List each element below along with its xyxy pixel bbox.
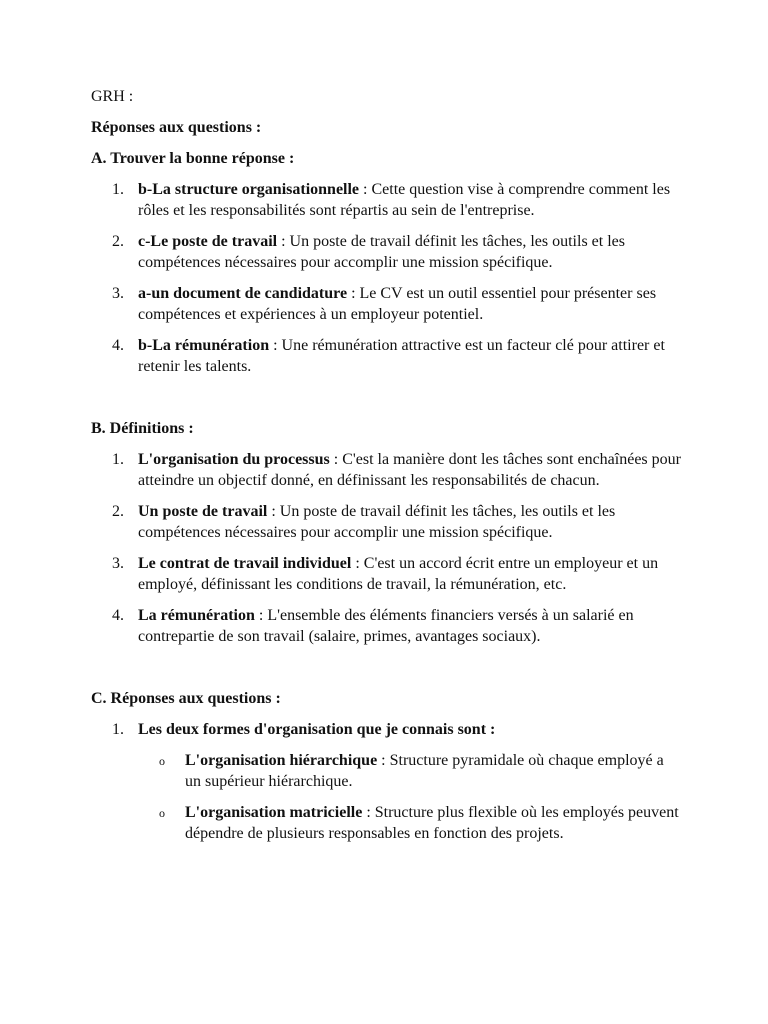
section-c-subitem-1	[138, 750, 681, 792]
section-a-item-4	[91, 335, 681, 377]
item-text: : Une rémunération attractive est un facteur clé pour attirer et retenir les talents.	[138, 337, 665, 375]
subitem-text: : Structure pyramidale où chaque employé a un supérieur hiérarchique.	[185, 752, 664, 790]
section-c-sublist	[138, 750, 681, 844]
section-b-item-3	[91, 553, 681, 595]
subitem-text: : Structure plus flexible où les employés peuvent dépendre de plusieurs responsables en fonction des projets.	[185, 804, 679, 842]
item-text: : Cette question vise à comprendre comment les rôles et les responsabilités sont répartis au sein de l'entreprise.	[138, 181, 671, 219]
document-title: GRH :	[91, 88, 134, 105]
subitem-term: L'organisation hiérarchique	[185, 752, 378, 769]
bullet-circle-icon: o	[159, 806, 165, 820]
item-text: : Le CV est un outil essentiel pour présenter ses compétences et expériences à un employeur potentiel.	[138, 285, 657, 323]
item-term: a-un document de candidature	[138, 285, 348, 302]
section-a-item-1	[91, 179, 681, 221]
item-number: 4.	[112, 337, 124, 354]
bullet-circle-icon: o	[159, 754, 165, 768]
item-text: : Un poste de travail définit les tâches, les outils et les compétences nécessaires pour accomplir une mission spécifique.	[138, 503, 616, 541]
section-b-item-4	[91, 605, 681, 647]
section-a-item-2	[91, 231, 681, 273]
item-number: 3.	[112, 285, 124, 302]
item-number: 1.	[112, 721, 124, 738]
item-term: Les deux formes d'organisation que je connais sont :	[138, 721, 496, 738]
item-text: : C'est un accord écrit entre un employeur et un employé, définissant les conditions de travail, la rémunération, etc.	[138, 555, 659, 593]
item-number: 4.	[112, 607, 124, 624]
section-c-list	[91, 719, 681, 844]
subitem-term: L'organisation matricielle	[185, 804, 363, 821]
item-number: 2.	[112, 233, 124, 250]
section-b-item-2	[91, 501, 681, 543]
item-number: 2.	[112, 503, 124, 520]
item-text: : L'ensemble des éléments financiers versés à un salarié en contrepartie de son travail (salaire, primes, avantages sociaux).	[138, 607, 634, 645]
item-text: : C'est la manière dont les tâches sont enchaînées pour atteindre un objectif donné, en définissant les responsabilités de chacun.	[138, 451, 681, 489]
section-b-list	[91, 449, 681, 647]
section-b-item-1	[91, 449, 681, 491]
section-c-item-1	[91, 719, 681, 844]
item-term: Le contrat de travail individuel	[138, 555, 352, 572]
section-b-heading: B. Définitions :	[91, 420, 194, 437]
item-number: 3.	[112, 555, 124, 572]
item-term: b-La structure organisationnelle	[138, 181, 360, 198]
section-spacer	[91, 387, 681, 418]
section-a-item-3	[91, 283, 681, 325]
section-a-heading: A. Trouver la bonne réponse :	[91, 150, 295, 167]
section-c-subitem-2	[138, 802, 681, 844]
section-spacer	[91, 657, 681, 688]
item-term: La rémunération	[138, 607, 255, 624]
section-a-list	[91, 179, 681, 377]
item-term: L'organisation du processus	[138, 451, 330, 468]
item-text: : Un poste de travail définit les tâches, les outils et les compétences nécessaires pour accomplir une mission spécifique.	[138, 233, 625, 271]
item-number: 1.	[112, 451, 124, 468]
document-subtitle: Réponses aux questions :	[91, 119, 262, 136]
item-term: b-La rémunération	[138, 337, 270, 354]
document-page	[91, 86, 681, 854]
item-number: 1.	[112, 181, 124, 198]
section-c-heading: C. Réponses aux questions :	[91, 690, 281, 707]
item-term: c-Le poste de travail	[138, 233, 278, 250]
item-term: Un poste de travail	[138, 503, 268, 520]
